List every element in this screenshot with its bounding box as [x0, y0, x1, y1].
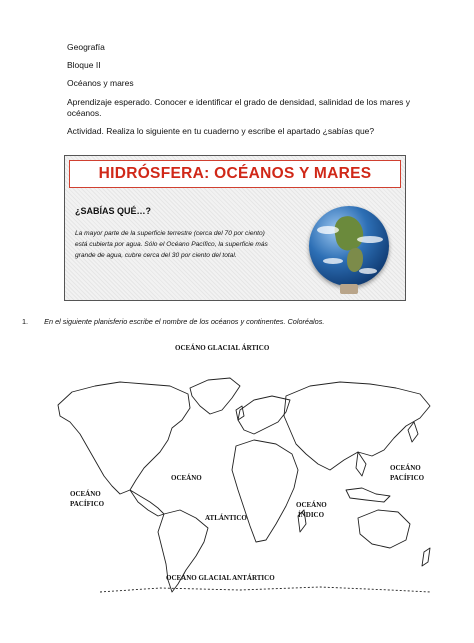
pacific-left-label-2: PACÍFICO: [70, 500, 105, 508]
banner-title: HIDRÓSFERA: OCÉANOS Y MARES: [69, 160, 401, 188]
question-text: En el siguiente planisferio escribe el nombre de los océanos y continentes. Coloréalos.: [44, 317, 325, 326]
indonesia: [346, 488, 390, 502]
antarctic-label: OCEÁNO GLACIAL ANTÁRTICO: [166, 574, 275, 582]
block-line: Bloque II: [67, 60, 101, 70]
activity-line: Actividad. Realiza lo siguiente en tu cuaderno y escribe el apartado ¿sabías que?: [67, 126, 375, 136]
did-you-know-text: [75, 228, 297, 261]
topic-line: Océanos y mares: [67, 78, 134, 88]
learning-line-1: Aprendizaje esperado. Conocer e identificar el grado de densidad, salinidad de los mares y: [67, 97, 411, 107]
indian-label-1: OCEÁNO: [296, 501, 327, 509]
pacific-left-label-1: OCEÁNO: [70, 490, 101, 498]
world-map: [40, 330, 440, 600]
antarctica-edge: [100, 587, 430, 592]
learning-line-2: océanos.: [67, 108, 102, 118]
subject-line: Geografía: [67, 42, 105, 52]
arctic-label: OCEÁNO GLACIAL ÁRTICO: [175, 344, 270, 352]
globe-stand: [340, 284, 358, 294]
question-number: 1.: [22, 317, 29, 326]
text-line-3: grande de agua, cubre cerca del 30 por ciento del total.: [75, 252, 237, 259]
indochina: [356, 452, 366, 476]
central-america: [130, 490, 164, 516]
uk: [236, 406, 244, 420]
did-you-know-heading: ¿SABÍAS QUÉ…?: [75, 206, 152, 216]
learning-objective: [67, 97, 427, 119]
africa: [232, 440, 298, 542]
text-line-2: está cubierta por agua. Sólo el Océano Pacífico, la superficie más: [75, 241, 268, 248]
pacific-right-label-1: OCEÁNO: [390, 464, 421, 472]
japan: [408, 422, 418, 442]
australia: [358, 510, 410, 548]
text-line-1: La mayor parte de la superficie terrestre (cerca del 70 por ciento): [75, 230, 265, 237]
atlantic-label: ATLÁNTICO: [205, 514, 247, 522]
greenland: [190, 378, 240, 414]
question-1: [22, 317, 324, 326]
info-banner: [64, 155, 406, 301]
pacific-right-label-2: PACÍFICO: [390, 474, 425, 482]
europe: [238, 396, 290, 434]
new-zealand: [422, 548, 430, 566]
earth-globe-image: [309, 206, 389, 286]
ocean-center-label: OCEÁNO: [171, 474, 202, 482]
indian-label-2: ÍNDICO: [298, 511, 325, 519]
